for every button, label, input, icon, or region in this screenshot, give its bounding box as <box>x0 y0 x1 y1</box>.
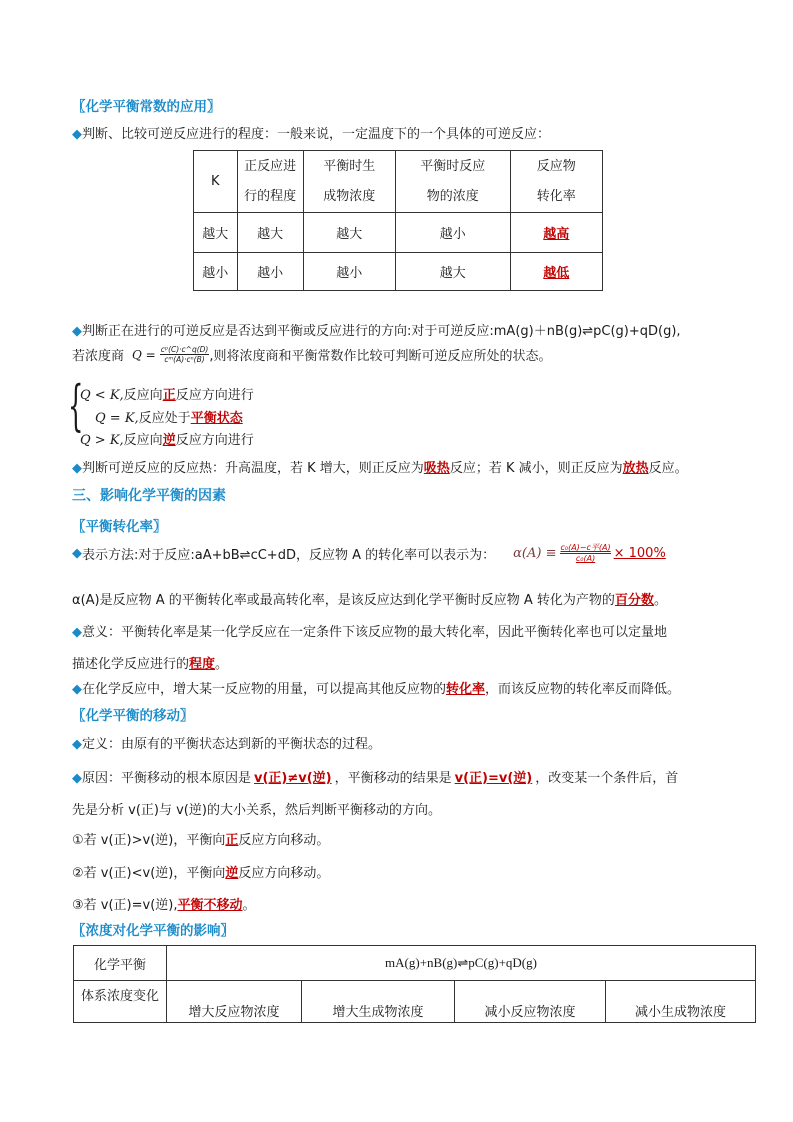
table-header-cell: 体系浓度变化 <box>74 981 167 1023</box>
table-header-cell: K <box>194 151 238 213</box>
paragraph-meaning-line2: 描述化学反应进行的程度。 <box>72 657 229 672</box>
case-row-less: Q < K,反应向正反应方向进行 <box>80 388 254 403</box>
paragraph-shift-definition: ◆定义：由原有的平衡状态达到新的平衡状态的过程。 <box>72 737 382 752</box>
section-title-shift: 〖化学平衡的移动〗 <box>72 708 194 724</box>
table-row <box>74 946 756 981</box>
table-header-cell: 平衡时反应 物的浓度 <box>395 151 510 213</box>
paragraph-compare-degree: ◆判断、比较可逆反应进行的程度：一般来说，一定温度下的一个具体的可逆反应： <box>72 127 551 142</box>
table-cell-highlight: 越低 <box>510 253 602 291</box>
table-header-cell: 平衡时生 成物浓度 <box>303 151 395 213</box>
diamond-bullet-icon: ◆ <box>72 461 82 476</box>
diamond-bullet-icon: ◆ <box>72 682 82 697</box>
table-row <box>194 253 603 291</box>
conversion-fraction: $\frac{\text{c₀(A)−c平(A)}}{\text{c₀(A)}}$ <box>560 543 611 563</box>
reaction-equation-cell: mA(g)+nB(g)⇌pC(g)+qD(g) <box>167 946 756 981</box>
paragraph-shift-reason: ◆原因：平衡移动的根本原因是 v(正)≠v(逆) ，平衡移动的结果是 v(正)=v(逆) ，改变某一个条件后，首 <box>72 771 679 786</box>
table-row <box>194 213 603 253</box>
paragraph-alpha-definition: α(A)是反应物 A 的平衡转化率或最高转化率，是该反应达到化学平衡时反应物 A 转化为产物的百分数。 <box>72 593 667 608</box>
table-cell: 越大 <box>237 213 303 253</box>
table-cell: 越大 <box>194 213 238 253</box>
table-row <box>74 981 756 1023</box>
table-cell-highlight: 越高 <box>510 213 602 253</box>
section-title-conversion: 〖平衡转化率〗 <box>72 519 167 535</box>
table-cell: 越小 <box>237 253 303 291</box>
paragraph-shift-analysis: 先是分析 v(正)与 v(逆)的大小关系，然后判断平衡移动的方向。 <box>72 803 441 818</box>
quotient-fraction: $\frac{\text{cᵖ(C)·c\textasciicircum{}q(D)}}{\text{cᵐ(A)·cⁿ(B)}}$ <box>160 345 209 364</box>
table-cell: 减小生成物浓度 <box>606 981 756 1023</box>
table-cell: 越小 <box>395 213 510 253</box>
concentration-effect-table <box>73 945 756 1023</box>
table-cell: 越小 <box>303 253 395 291</box>
section-title-concentration: 〖浓度对化学平衡的影响〗 <box>72 923 234 939</box>
table-cell: 越大 <box>395 253 510 291</box>
diamond-bullet-icon: ◆ <box>72 324 82 339</box>
equilibrium-constant-table <box>193 150 603 291</box>
paragraph-meaning-line1: ◆意义：平衡转化率是某一化学反应在一定条件下该反应物的最大转化率，因此平衡转化率也可以定量地 <box>72 625 668 640</box>
paragraph-increase-reactant: ◆在化学反应中，增大某一反应物的用量，可以提高其他反应物的转化率，而该反应物的转化率反而降低。 <box>72 682 681 697</box>
table-header-cell: 化学平衡 <box>74 946 167 981</box>
table-cell: 越小 <box>194 253 238 291</box>
diamond-bullet-icon: ◆ <box>72 737 82 752</box>
diamond-bullet-icon: ◆ <box>72 625 82 640</box>
table-header-cell: 反应物 转化率 <box>510 151 602 213</box>
diamond-bullet-icon: ◆ <box>72 771 82 786</box>
table-cell: 越大 <box>303 213 395 253</box>
case-reverse: ②若 v(正)<v(逆)，平衡向逆反应方向移动。 <box>72 866 330 881</box>
case-forward: ①若 v(正)>v(逆)，平衡向正反应方向移动。 <box>72 833 330 848</box>
section-title-application: 〖化学平衡常数的应用〗 <box>72 99 221 115</box>
case-no-shift: ③若 v(正)=v(逆),平衡不移动。 <box>72 898 256 913</box>
case-row-greater: Q > K,反应向逆反应方向进行 <box>80 433 254 448</box>
table-cell: 增大生成物浓度 <box>302 981 455 1023</box>
paragraph-direction: ◆判断正在进行的可逆反应是否达到平衡或反应进行的方向:对于可逆反应:mA(g)＋nB(g)⇌pC(g)+qD(g), <box>72 324 681 339</box>
paragraph-concentration-quotient: 若浓度商 Q = $\frac{\text{cᵖ(C)·c\textasciicircum{}q(D)}}{\text{cᵐ(A)·cⁿ(B)}}$ ,则将浓度商和平衡常数作比较可判断可逆反应所处的状态。 <box>72 345 552 364</box>
left-brace-icon: { <box>68 374 84 437</box>
table-cell: 减小反应物浓度 <box>455 981 606 1023</box>
paragraph-conversion-formula: ◆ 表示方法:对于反应:aA+bB⇌cC+dD，反应物 A 的转化率可以表示为： α(A) ≡ $\frac{\text{c₀(A)−c平(A)}}{\text{c₀(A)}}$ × 100% <box>72 543 666 563</box>
section-title-influence: 三、影响化学平衡的因素 <box>72 488 226 504</box>
case-row-equal: Q = K,反应处于平衡状态 <box>95 411 243 426</box>
table-cell: 增大反应物浓度 <box>167 981 302 1023</box>
diamond-bullet-icon: ◆ <box>72 127 82 142</box>
paragraph-reaction-heat: ◆判断可逆反应的反应热：升高温度，若 K 增大，则正反应为吸热反应；若 K 减小，则正反应为放热反应。 <box>72 461 688 476</box>
diamond-bullet-icon: ◆ <box>72 546 82 561</box>
table-header-cell: 正反应进 行的程度 <box>237 151 303 213</box>
